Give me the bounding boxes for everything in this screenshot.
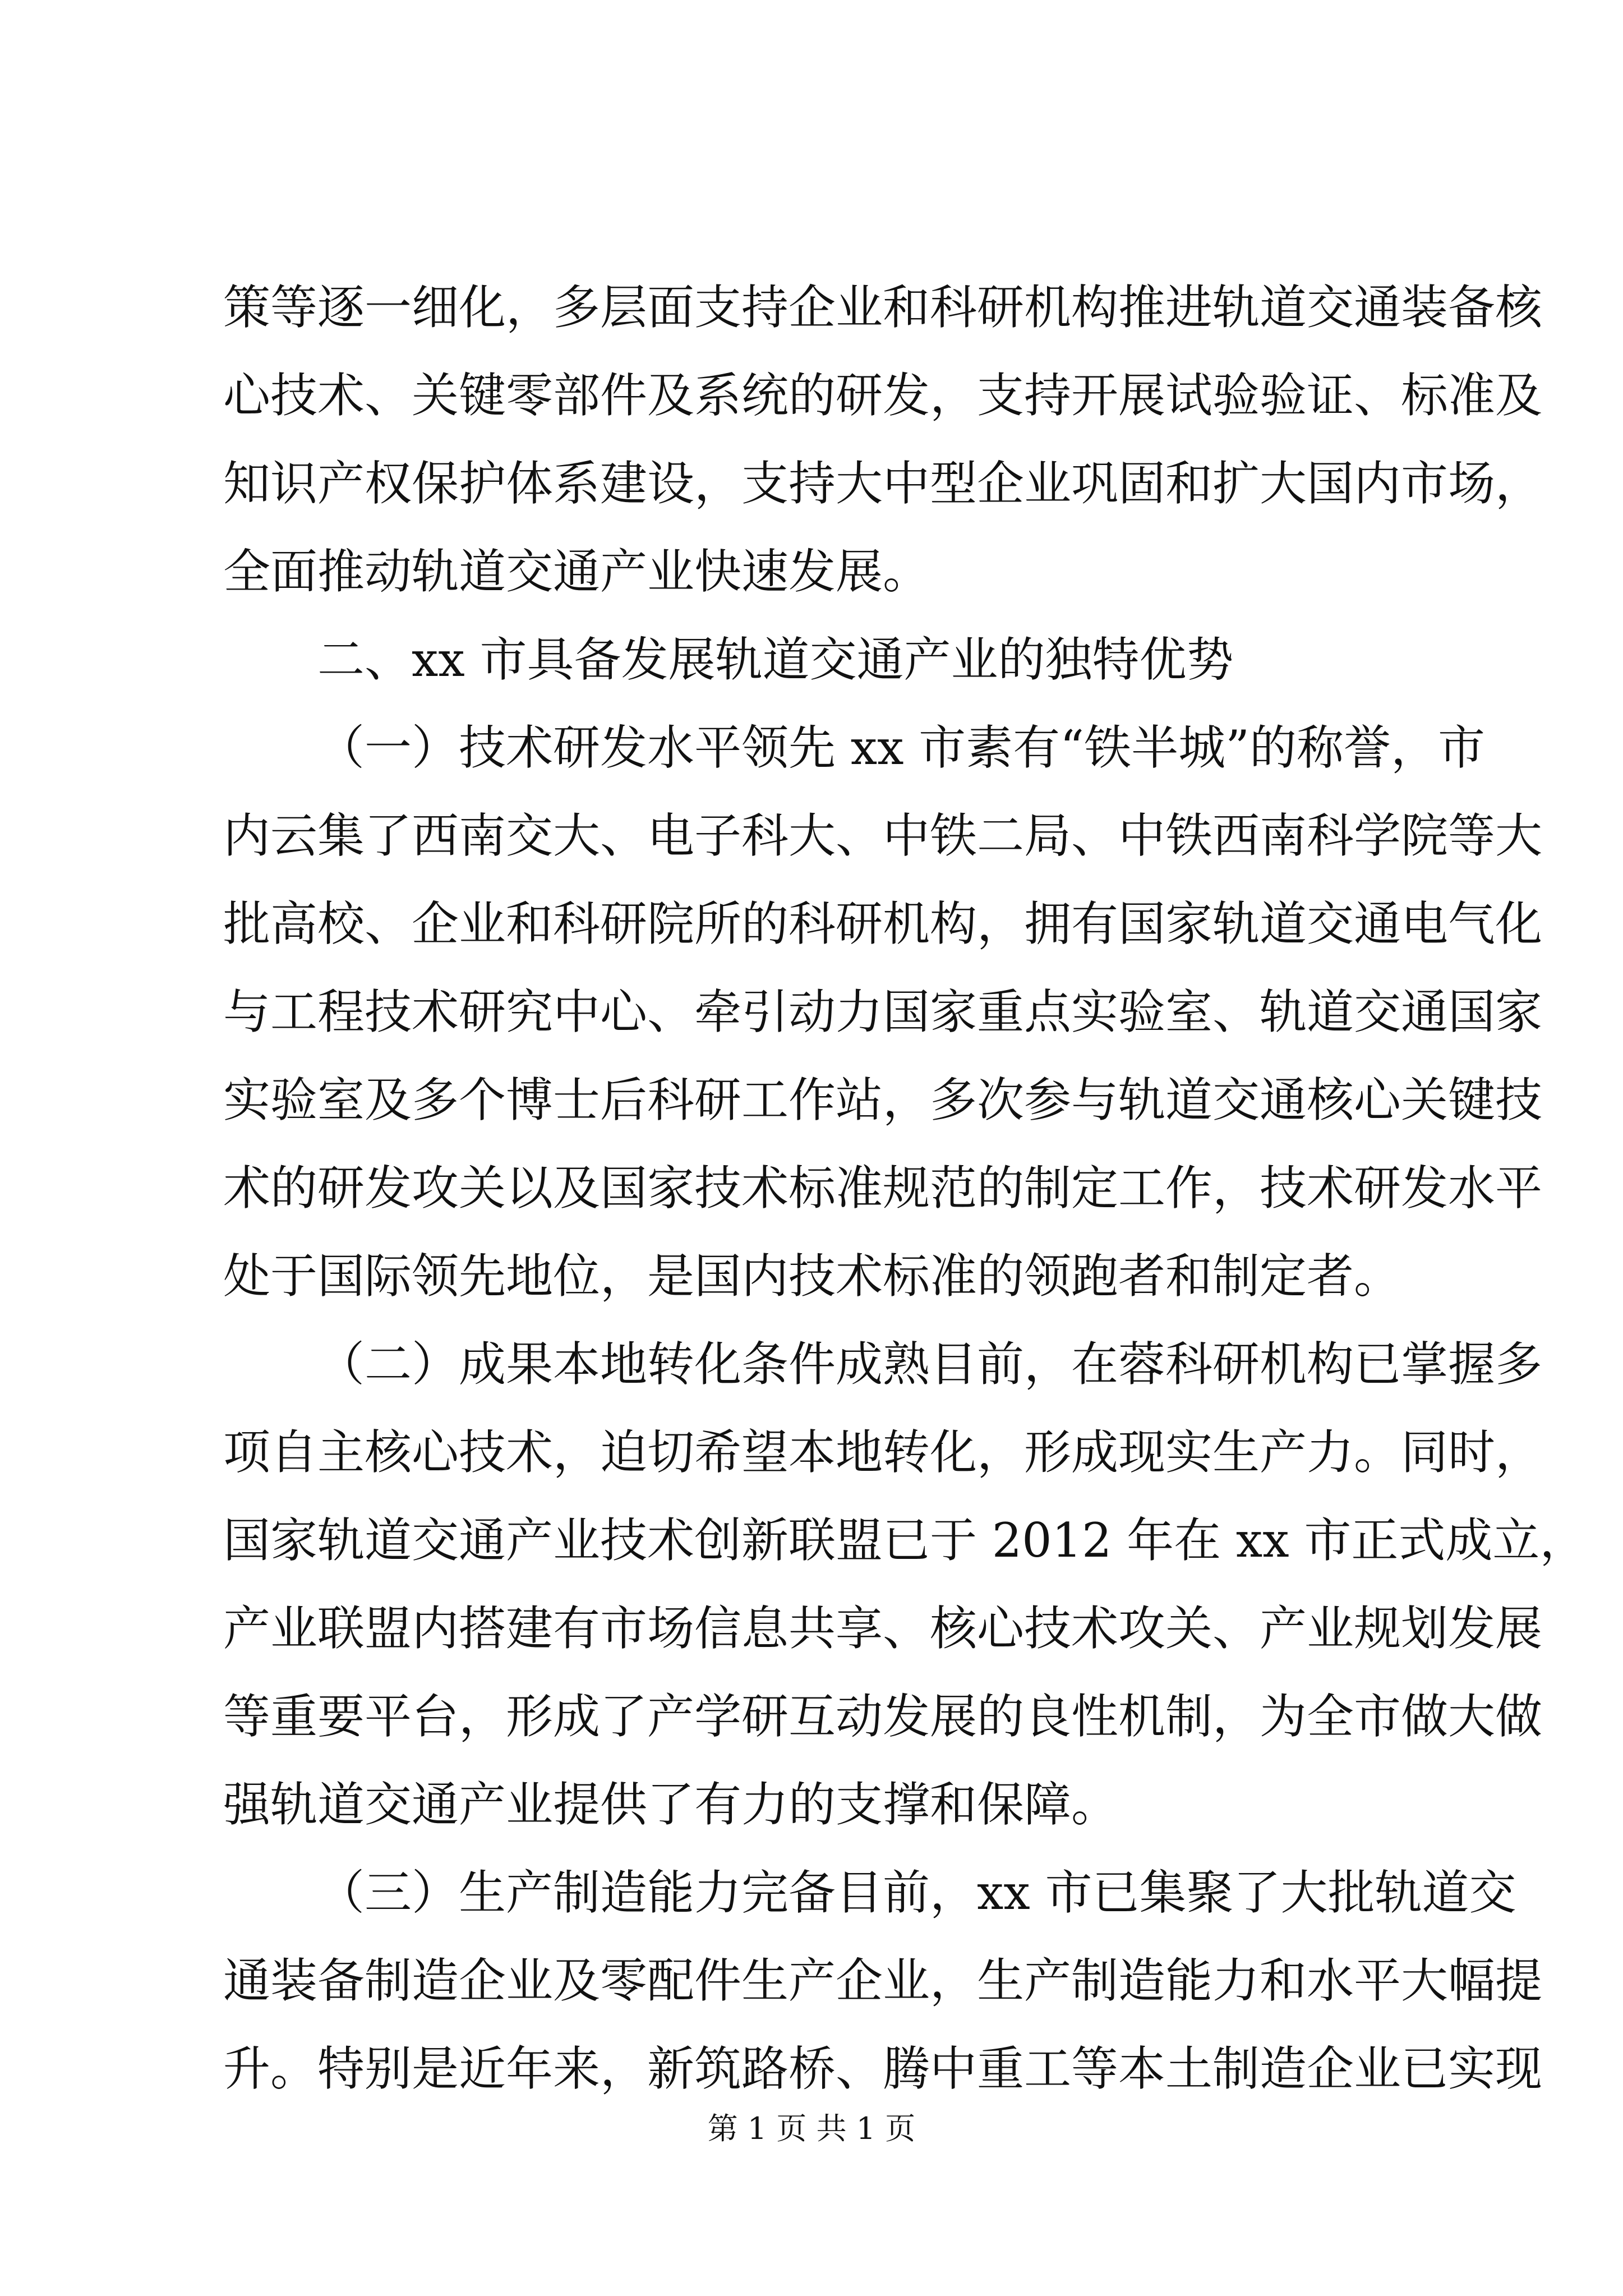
text-line: 项自主核心技术，迫切希望本地转化，形成现实生产力。同时，: [223, 1425, 1543, 1480]
text-line: 处于国际领先地位，是国内技术标准的领跑者和制定者。: [223, 1249, 1401, 1304]
text-line: 全面推动轨道交通产业快速发展。: [223, 544, 930, 599]
text-line: 产业联盟内搭建有市场信息共享、核心技术攻关、产业规划发展: [223, 1601, 1543, 1656]
text-line: 强轨道交通产业提供了有力的支撑和保障。: [223, 1777, 1119, 1832]
page-number-label: 第 1 页 共 1 页: [707, 2111, 916, 2146]
text-line: 国家轨道交通产业技术创新联盟已于 2012 年在 xx 市正式成立，: [223, 1513, 1587, 1568]
text-line: 与工程技术研究中心、牵引动力国家重点实验室、轨道交通国家: [223, 984, 1543, 1039]
text-line: （三）生产制造能力完备目前，xx 市已集聚了大批轨道交: [317, 1865, 1516, 1920]
text-line: 通装备制造企业及零配件生产企业，生产制造能力和水平大幅提: [223, 1953, 1543, 2008]
page-footer: [0, 2106, 1623, 2151]
text-line: 内云集了西南交大、电子科大、中铁二局、中铁西南科学院等大: [223, 808, 1543, 863]
text-line: 批高校、企业和科研院所的科研机构，拥有国家轨道交通电气化: [223, 896, 1543, 951]
text-line: 知识产权保护体系建设，支持大中型企业巩固和扩大国内市场，: [223, 456, 1543, 511]
text-line: （二）成果本地转化条件成熟目前，在蓉科研机构已掌握多: [317, 1337, 1543, 1392]
section-heading: 二、xx 市具备发展轨道交通产业的独特优势: [317, 632, 1234, 687]
text-line: 策等逐一细化，多层面支持企业和科研机构推进轨道交通装备核: [223, 280, 1543, 335]
text-line: （一）技术研发水平领先 xx 市素有“铁半城”的称誉，市: [317, 720, 1486, 775]
document-body: [223, 264, 1587, 2113]
text-line: 等重要平台，形成了产学研互动发展的良性机制，为全市做大做: [223, 1689, 1543, 1744]
text-line: 升。特别是近年来，新筑路桥、腾中重工等本土制造企业已实现: [223, 2041, 1543, 2096]
text-line: 心技术、关键零部件及系统的研发，支持开展试验验证、标准及: [223, 368, 1543, 423]
text-line: 术的研发攻关以及国家技术标准规范的制定工作，技术研发水平: [223, 1161, 1543, 1216]
text-line: 实验室及多个博士后科研工作站，多次参与轨道交通核心关键技: [223, 1073, 1543, 1128]
